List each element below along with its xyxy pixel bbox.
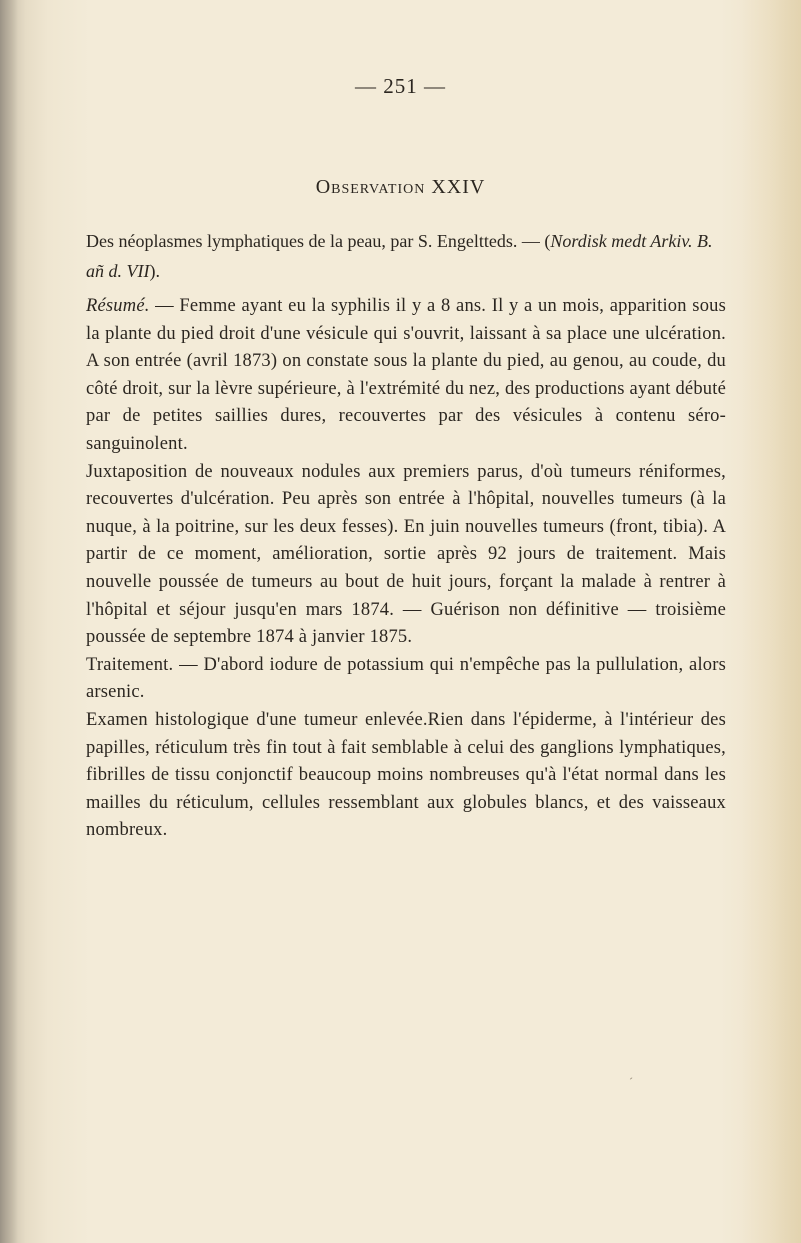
observation-title: Observation XXIV	[315, 176, 486, 198]
source-end: ).	[149, 261, 160, 281]
page-number: — 251 —	[355, 74, 446, 98]
source-journal: Nordisk medt Arkiv. B. añ d. VII	[86, 231, 713, 281]
source-text: Des néoplasmes lymphatiques de la peau, par S. Engeltteds. — (	[86, 231, 551, 251]
examen-paragraph: Examen histologique d'une tumeur enlevée.Rien dans l'épiderme, à l'intérieur des papilles, réticulum très fin tout à fait semblable à celui des ganglions lymphatiques, fibrilles de tissu conjonctif beaucoup moins nombreuses qu'à l'état normal dans les mailles du réticulum, cellules ressemblant aux globules blancs, et des vaisseaux nombreux.	[86, 709, 726, 841]
resume-label: Résumé.	[86, 296, 150, 316]
ink-speck: ´	[629, 1075, 633, 1089]
resume-paragraph	[86, 293, 726, 459]
source-reference	[86, 226, 726, 286]
resume-text: — Femme ayant eu la syphilis il y a 8 ans. Il y a un mois, apparition sous la plante du pied droit d'une vésicule qui s'ouvrit, laissant à sa place une ulcération. A son entrée (avril 1873) on constate sous la plante du pied, au genou, au coude, du côté droit, sur la lèvre supérieure, à l'extrémité du nez, des productions ayant débuté par de petites saillies dures, recouvertes par des vésicules à contenu séro-sanguinolent.	[86, 296, 726, 454]
summary-body	[86, 293, 726, 845]
traitement-paragraph: Traitement. — D'abord iodure de potassium qui n'empêche pas la pullulation, alors arsenic.	[86, 654, 726, 703]
juxtaposition-paragraph: Juxtaposition de nouveaux nodules aux premiers parus, d'où tumeurs réniformes, recouvertes d'ulcération. Peu après son entrée à l'hôpital, nouvelles tumeurs (à la nuque, à la poitrine, sur les deux fesses). En juin nouvelles tumeurs (front, tibia). A partir de ce moment, amélioration, sortie après 92 jours de traitement. Mais nouvelle poussée de tumeurs au bout de huit jours, forçant la malade à rentrer à l'hôpital et séjour jusqu'en mars 1874. — Guérison non définitive — troisième poussée de septembre 1874 à janvier 1875.	[86, 461, 726, 648]
